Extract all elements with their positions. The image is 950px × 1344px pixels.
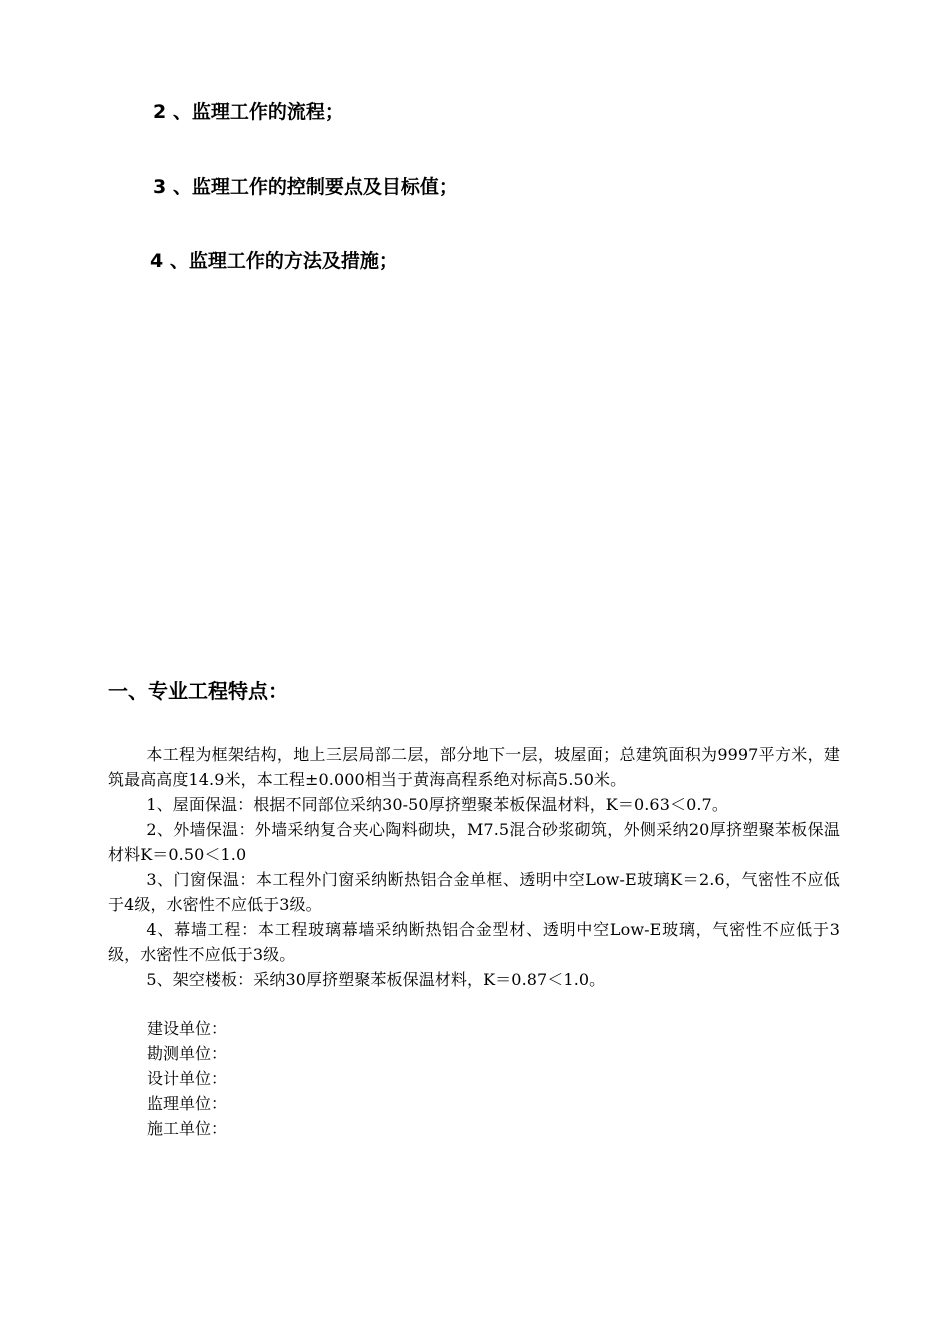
contractor-unit-label: 施工单位： — [147, 1119, 228, 1138]
survey-unit-label: 勘测单位： — [147, 1044, 228, 1063]
units-list — [147, 1016, 227, 1141]
overview-paragraph: 本工程为框架结构，地上三层局部二层，部分地下一层，坡屋面；总建筑面积为9997平方米，建筑最高高度14.9米，本工程±0.000相当于黄海高程系绝对标高5.50米。 — [108, 745, 840, 789]
roof-insulation-paragraph: 1、屋面保温：根据不同部位采纳30-50厚挤塑聚苯板保温材料，K＝0.63＜0.7。 — [146, 795, 728, 814]
outline-item-3: 3 、监理工作的控制要点及目标值； — [153, 176, 458, 198]
wall-insulation-paragraph: 2、外墙保温：外墙采纳复合夹心陶料砌块，M7.5混合砂浆砌筑，外侧采纳20厚挤塑聚苯板保温材料K＝0.50＜1.0 — [108, 820, 840, 864]
design-unit-label: 设计单位： — [147, 1069, 228, 1088]
supervision-unit-label: 监理单位： — [147, 1094, 228, 1113]
window-insulation-paragraph: 3、门窗保温：本工程外门窗采纳断热铝合金单框、透明中空Low-E玻璃K＝2.6，气密性不应低于4级，水密性不应低于3级。 — [108, 870, 840, 914]
overhead-floor-paragraph: 5、架空楼板：采纳30厚挤塑聚苯板保温材料，K＝0.87＜1.0。 — [146, 970, 606, 989]
section-heading: 一、专业工程特点： — [108, 679, 288, 703]
construction-unit-label: 建设单位： — [147, 1019, 228, 1038]
curtain-wall-paragraph: 4、幕墙工程：本工程玻璃幕墙采纳断热铝合金型材、透明中空Low-E玻璃，气密性不应低于3级，水密性不应低于3级。 — [108, 920, 840, 964]
outline-item-4: 4 、监理工作的方法及措施； — [150, 250, 398, 272]
outline-item-2: 2 、监理工作的流程； — [153, 101, 344, 123]
section-body — [108, 742, 840, 992]
